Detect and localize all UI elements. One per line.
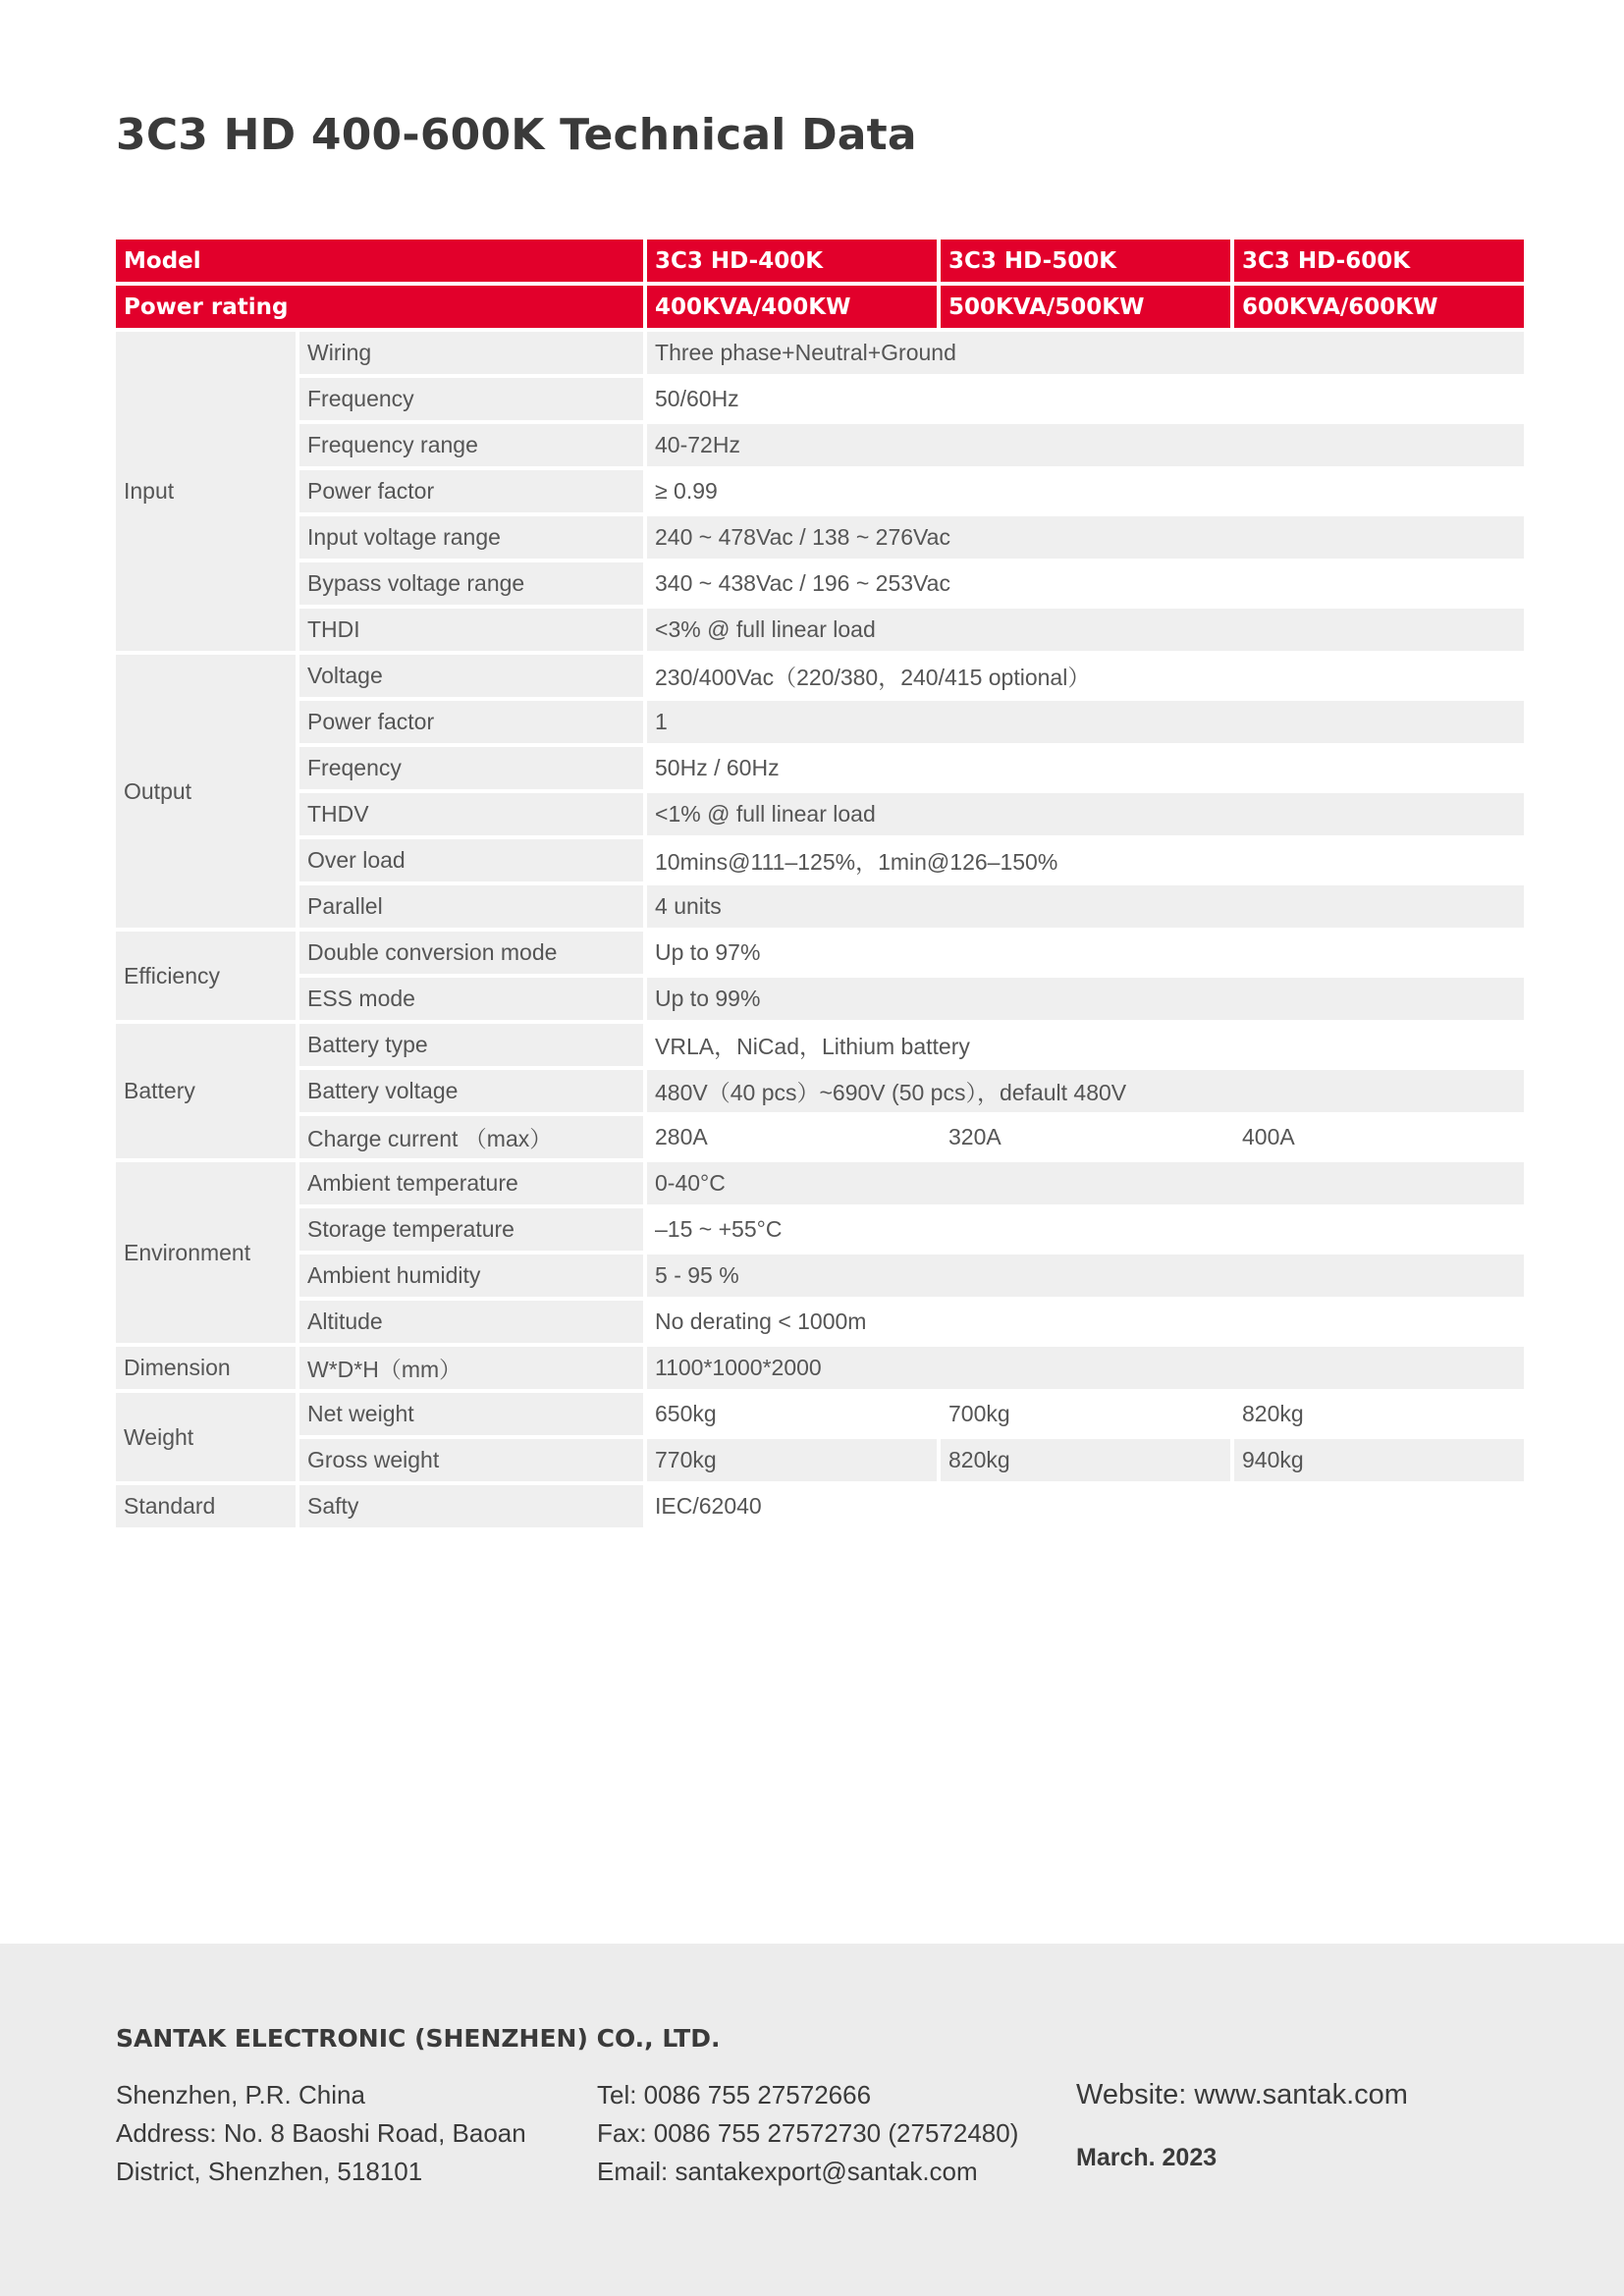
table-row	[116, 332, 1524, 374]
category-efficiency: Efficiency	[116, 932, 296, 1020]
table-row	[116, 701, 1524, 743]
spec-value: 50Hz / 60Hz	[647, 747, 1524, 789]
spec-value: 4 units	[647, 885, 1524, 928]
spec-value: 50/60Hz	[647, 378, 1524, 420]
spec-label: Freqency	[299, 747, 643, 789]
category-output: Output	[116, 655, 296, 928]
address-line: District, Shenzhen, 518101	[116, 2157, 423, 2186]
address-line: Address: No. 8 Baoshi Road, Baoan	[116, 2118, 526, 2148]
fax-line: Fax: 0086 755 27572730 (27572480)	[597, 2118, 1019, 2148]
address-line: Shenzhen, P.R. China	[116, 2080, 365, 2109]
table-row	[116, 562, 1524, 605]
category-environment: Environment	[116, 1162, 296, 1343]
category-dimension: Dimension	[116, 1347, 296, 1389]
spec-value: 240 ~ 478Vac / 138 ~ 276Vac	[647, 516, 1524, 559]
spec-label: Ambient humidity	[299, 1255, 643, 1297]
spec-label: Wiring	[299, 332, 643, 374]
spec-label: Altitude	[299, 1301, 643, 1343]
spec-value: 320A	[941, 1116, 1230, 1158]
spec-label: THDV	[299, 793, 643, 835]
category-input: Input	[116, 332, 296, 651]
power-rating-label: Power rating	[116, 286, 643, 328]
spec-label: W*D*H（mm）	[299, 1347, 643, 1389]
table-row	[116, 1485, 1524, 1527]
spec-value: 10mins@111–125%，1min@126–150%	[647, 839, 1524, 881]
spec-value: Up to 99%	[647, 978, 1524, 1020]
spec-label: Battery voltage	[299, 1070, 643, 1112]
spec-value: 820kg	[941, 1439, 1230, 1481]
power-rating-value: 600KVA/600KW	[1234, 286, 1524, 328]
power-rating-value: 400KVA/400KW	[647, 286, 937, 328]
power-rating-row	[116, 286, 1524, 328]
company-name: SANTAK ELECTRONIC (SHENZHEN) CO., LTD.	[116, 2024, 721, 2053]
table-row	[116, 1024, 1524, 1066]
table-row	[116, 424, 1524, 466]
table-row	[116, 1301, 1524, 1343]
spec-value: IEC/62040	[647, 1485, 1524, 1527]
spec-label: Over load	[299, 839, 643, 881]
spec-value: Three phase+Neutral+Ground	[647, 332, 1524, 374]
table-row	[116, 793, 1524, 835]
spec-label: Voltage	[299, 655, 643, 697]
spec-label: Charge current （max）	[299, 1116, 643, 1158]
model-name: 3C3 HD-600K	[1234, 240, 1524, 282]
table-row	[116, 1393, 1524, 1435]
spec-value: <3% @ full linear load	[647, 609, 1524, 651]
table-row	[116, 1255, 1524, 1297]
table-row	[116, 516, 1524, 559]
spec-value: No derating < 1000m	[647, 1301, 1524, 1343]
spec-label: Net weight	[299, 1393, 643, 1435]
spec-label: Battery type	[299, 1024, 643, 1066]
spec-label: Frequency	[299, 378, 643, 420]
publication-date: March. 2023	[1076, 2144, 1218, 2171]
table-row	[116, 609, 1524, 651]
spec-value: 820kg	[1234, 1393, 1524, 1435]
spec-value: 480V（40 pcs）~690V (50 pcs），default 480V	[647, 1070, 1524, 1112]
category-standard: Standard	[116, 1485, 296, 1527]
page-title: 3C3 HD 400-600K Technical Data	[116, 110, 917, 160]
spec-label: THDI	[299, 609, 643, 651]
spec-label: Bypass voltage range	[299, 562, 643, 605]
spec-value: 940kg	[1234, 1439, 1524, 1481]
spec-value: VRLA，NiCad，Lithium battery	[647, 1024, 1524, 1066]
spec-value: 0-40°C	[647, 1162, 1524, 1204]
table-row	[116, 978, 1524, 1020]
technical-data-table	[112, 236, 1528, 1531]
website-link[interactable]: Website: www.santak.com	[1076, 2079, 1408, 2110]
table-row	[116, 747, 1524, 789]
spec-value: 280A	[647, 1116, 937, 1158]
spec-value: 340 ~ 438Vac / 196 ~ 253Vac	[647, 562, 1524, 605]
spec-value: 5 - 95 %	[647, 1255, 1524, 1297]
spec-label: Gross weight	[299, 1439, 643, 1481]
spec-label: Power factor	[299, 470, 643, 512]
spec-value: –15 ~ +55°C	[647, 1208, 1524, 1251]
category-battery: Battery	[116, 1024, 296, 1158]
address-block	[116, 2076, 526, 2191]
spec-label: Storage temperature	[299, 1208, 643, 1251]
spec-label: Double conversion mode	[299, 932, 643, 974]
spec-value: 1100*1000*2000	[647, 1347, 1524, 1389]
power-rating-value: 500KVA/500KW	[941, 286, 1230, 328]
table-row	[116, 655, 1524, 697]
table-row	[116, 1162, 1524, 1204]
contact-block	[597, 2076, 1018, 2191]
spec-value: 40-72Hz	[647, 424, 1524, 466]
page-footer	[0, 1944, 1624, 2296]
spec-value: <1% @ full linear load	[647, 793, 1524, 835]
email-line: Email: santakexport@santak.com	[597, 2157, 978, 2186]
spec-label: Input voltage range	[299, 516, 643, 559]
spec-label: Ambient temperature	[299, 1162, 643, 1204]
spec-value: ≥ 0.99	[647, 470, 1524, 512]
spec-label: Power factor	[299, 701, 643, 743]
phone-line: Tel: 0086 755 27572666	[597, 2080, 872, 2109]
spec-label: Frequency range	[299, 424, 643, 466]
model-name: 3C3 HD-500K	[941, 240, 1230, 282]
spec-label: Parallel	[299, 885, 643, 928]
spec-label: Safty	[299, 1485, 643, 1527]
website-block	[1076, 2076, 1408, 2177]
table-row	[116, 1208, 1524, 1251]
spec-label: ESS mode	[299, 978, 643, 1020]
spec-value: 770kg	[647, 1439, 937, 1481]
table-row	[116, 932, 1524, 974]
spec-value: 400A	[1234, 1116, 1524, 1158]
table-row	[116, 470, 1524, 512]
model-label: Model	[116, 240, 643, 282]
table-row	[116, 378, 1524, 420]
category-weight: Weight	[116, 1393, 296, 1481]
model-row	[116, 240, 1524, 282]
spec-value: 700kg	[941, 1393, 1230, 1435]
spec-value: 650kg	[647, 1393, 937, 1435]
spec-value: 230/400Vac（220/380，240/415 optional）	[647, 655, 1524, 697]
spec-value: Up to 97%	[647, 932, 1524, 974]
table-row	[116, 839, 1524, 881]
table-row	[116, 1116, 1524, 1158]
spec-value: 1	[647, 701, 1524, 743]
table-row	[116, 1070, 1524, 1112]
table-row	[116, 1347, 1524, 1389]
model-name: 3C3 HD-400K	[647, 240, 937, 282]
table-row	[116, 1439, 1524, 1481]
table-row	[116, 885, 1524, 928]
